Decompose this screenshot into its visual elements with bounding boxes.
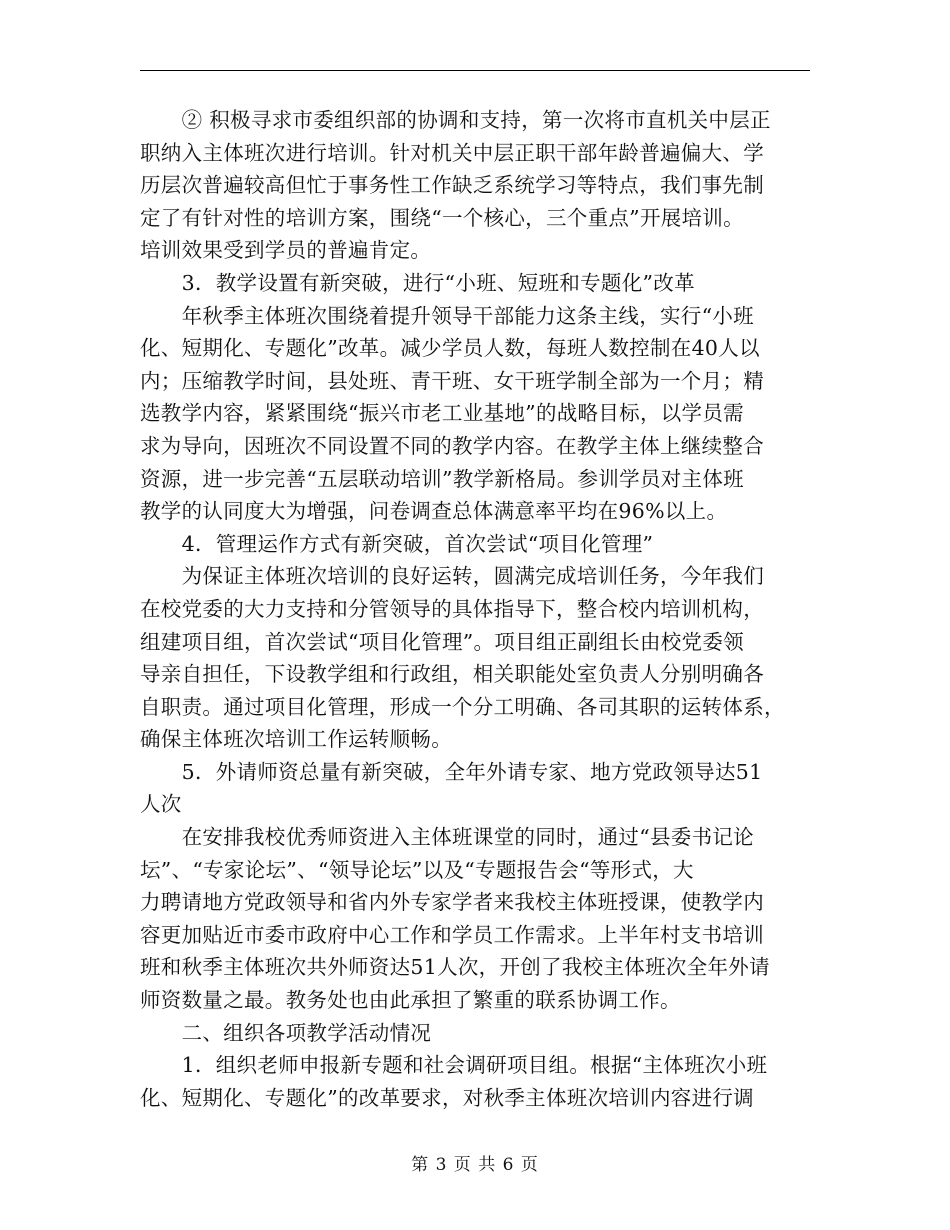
text-line: 教学的认同度大为增强，问卷调查总体满意率平均在96%以上。 <box>140 499 728 524</box>
text-line: 职纳入主体班次进行培训。针对机关中层正职干部年龄普遍偏大、学 <box>140 140 764 165</box>
text-line: 导亲自担任，下设教学组和行政组，相关职能处室负责人分别明确各 <box>140 662 764 687</box>
text-line: 班和秋季主体班次共外师资达51人次，开创了我校主体班次全年外请 <box>140 955 770 980</box>
text-line: 选教学内容，紧紧围绕“振兴市老工业基地”的战略目标，以学员需 <box>140 401 744 426</box>
text-line: 资源，进一步完善“五层联动培训”教学新格局。参训学员对主体班 <box>140 466 744 491</box>
text-line: 组建项目组，首次尝试“项目化管理”。项目组正副组长由校党委领 <box>140 629 744 654</box>
text-line: 历层次普遍较高但忙于事务性工作缺乏系统学习等特点，我们事先制 <box>140 173 764 198</box>
text-line: 确保主体班次培训工作运转顺畅。 <box>140 727 452 752</box>
section-heading: 3．教学设置有新突破，进行“小班、短班和专题化”改革 <box>140 270 695 295</box>
text-line: ② 积极寻求市委组织部的协调和支持，第一次将市直机关中层正 <box>140 108 771 132</box>
text-line: 自职责。通过项目化管理，形成一个分工明确、各司其职的运转体系， <box>140 694 785 719</box>
text-line: 坛”、“专家论坛”、“领导论坛”以及“专题报告会“等形式，大 <box>140 857 694 882</box>
text-line: 在校党委的大力支持和分管领导的具体指导下，整合校内培训机构， <box>140 596 764 621</box>
text-line: 定了有针对性的培训方案，围绕“一个核心，三个重点”开展培训。 <box>140 205 744 230</box>
section-heading: 5．外请师资总量有新突破，全年外请专家、地方党政领导达51 <box>140 759 763 784</box>
document-body <box>140 104 810 1114</box>
text-line: 化、短期化、专题化”的改革要求，对秋季主体班次培训内容进行调 <box>140 1085 754 1110</box>
text-line: 力聘请地方党政领导和省内外专家学者来我校主体班授课，使教学内 <box>140 890 764 915</box>
text-line: 培训效果受到学员的普遍肯定。 <box>140 238 432 263</box>
text-line: 年秋季主体班次围绕着提升领导干部能力这条主线，实行“小班 <box>140 303 754 328</box>
text-line: 求为导向，因班次不同设置不同的教学内容。在教学主体上继续整合 <box>140 433 764 458</box>
header-rule <box>140 70 810 71</box>
text-line: 1．组织老师申报新专题和社会调研项目组。根据“主体班次小班 <box>140 1053 768 1078</box>
section-heading: 4．管理运作方式有新突破，首次尝试“项目化管理” <box>140 531 654 556</box>
text-line: 为保证主体班次培训的良好运转，圆满完成培训任务，今年我们 <box>140 564 764 589</box>
text-line: 内；压缩教学时间，县处班、青干班、女干班学制全部为一个月；精 <box>140 368 764 393</box>
text-line: 师资数量之最。教务处也由此承担了繁重的联系协调工作。 <box>140 988 681 1013</box>
section-heading: 二、组织各项教学活动情况 <box>140 1020 432 1045</box>
text-line: 化、短期化、专题化”改革。减少学员人数，每班人数控制在40人以 <box>140 336 760 361</box>
text-line: 容更加贴近市委市政府中心工作和学员工作需求。上半年村支书培训 <box>140 922 764 947</box>
text-line: 在安排我校优秀师资进入主体班课堂的同时，通过“县委书记论 <box>140 825 754 850</box>
section-heading: 人次 <box>140 792 182 817</box>
page-number-footer: 第 3 页 共 6 页 <box>411 1155 539 1175</box>
